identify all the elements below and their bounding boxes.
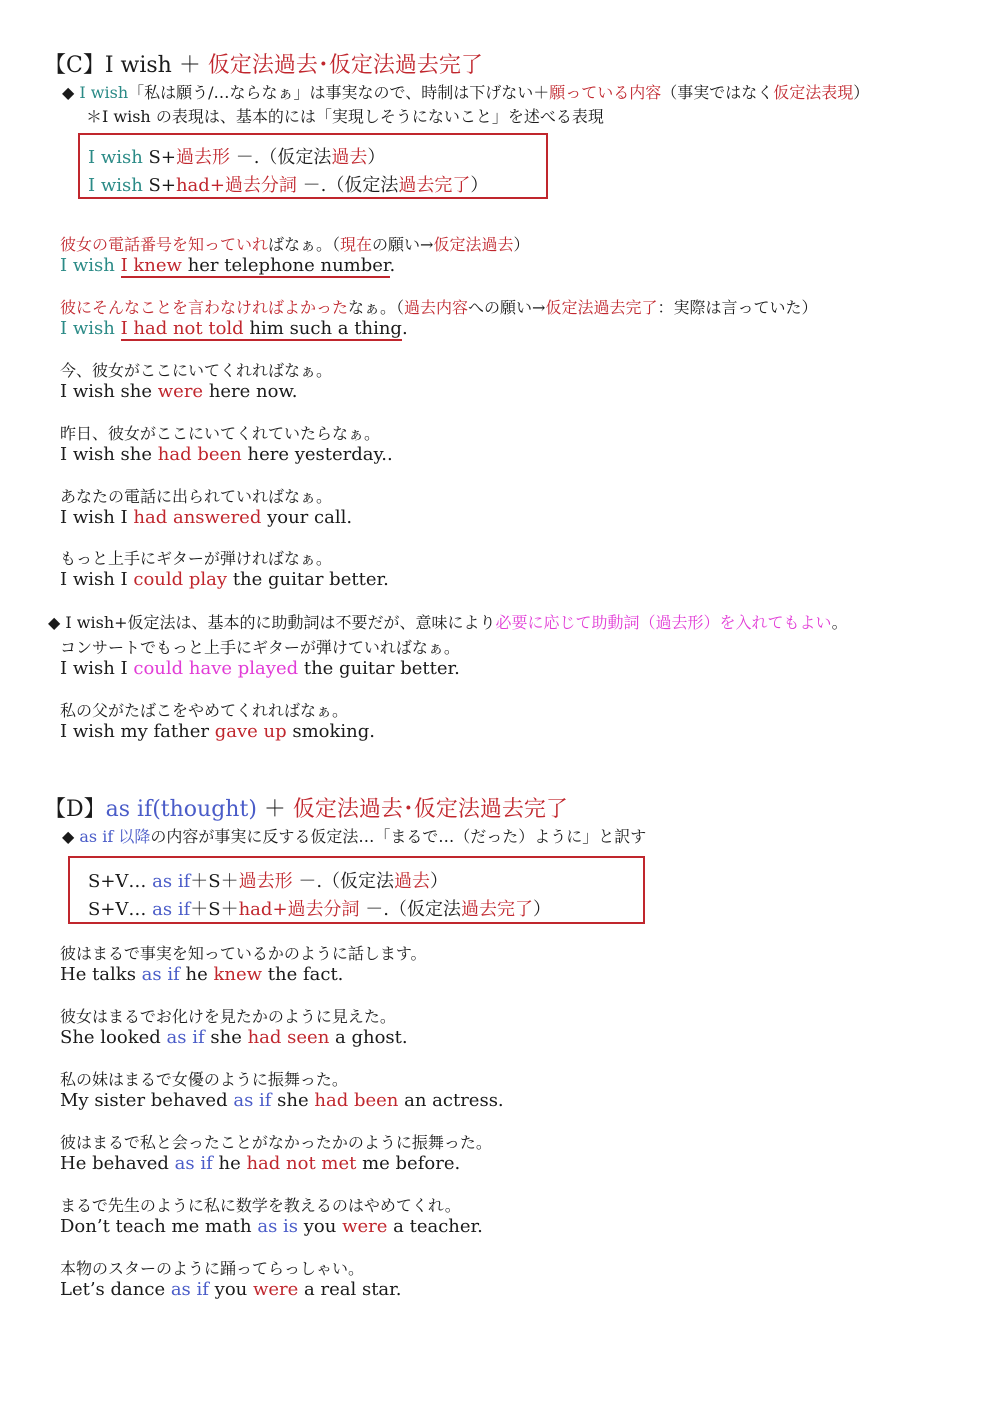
en-text: Don’t teach me math bbox=[60, 1216, 258, 1237]
formula-highlight: 過去 bbox=[394, 871, 431, 892]
example-d4-jp: 彼はまるで私と会ったことがなかったかのように振舞った。 bbox=[60, 1133, 492, 1152]
en-text: he bbox=[179, 964, 214, 985]
title-red: 仮定法過去･仮定法過去完了 bbox=[292, 797, 568, 822]
en-text: him such a thing bbox=[243, 318, 402, 339]
jp-highlight: 仮定法過去 bbox=[433, 235, 514, 254]
title-blue: as if(thought) bbox=[105, 797, 257, 822]
section-c-bullet-2 bbox=[48, 610, 848, 633]
example-c6-jp: もっと上手にギターが弾ければなぁ。 bbox=[60, 549, 332, 568]
formula-text: －.（仮定法 bbox=[359, 899, 461, 920]
formula-line-2 bbox=[88, 171, 546, 197]
formula-text: －.（仮定法 bbox=[229, 147, 332, 168]
bullet-mark: ◆ bbox=[48, 613, 66, 632]
en-highlight: I had not told bbox=[120, 318, 244, 339]
bullet-text: 。 bbox=[831, 613, 848, 632]
example-d3-en bbox=[60, 1090, 504, 1111]
formula-keyword: as if bbox=[152, 899, 191, 920]
formula-text: S+V… bbox=[88, 899, 153, 920]
en-text: the guitar better. bbox=[298, 658, 460, 679]
en-text: me before. bbox=[356, 1153, 461, 1174]
en-text: an actress. bbox=[398, 1090, 504, 1111]
jp-text: ） bbox=[513, 235, 530, 254]
example-c2-en bbox=[60, 318, 408, 339]
en-keyword: as is bbox=[257, 1216, 299, 1237]
formula-text: S+V… bbox=[88, 871, 153, 892]
en-text: He behaved bbox=[60, 1153, 175, 1174]
en-highlight: could have played bbox=[133, 658, 299, 679]
example-c7-jp: コンサートでもっと上手にギターが弾けていればなぁ。 bbox=[60, 638, 460, 657]
example-d3-jp: 私の妹はまるで女優のように振舞った。 bbox=[60, 1070, 348, 1089]
formula-text: －.（仮定法 bbox=[292, 871, 395, 892]
en-text: I wish I bbox=[60, 507, 134, 528]
example-c5-en bbox=[60, 507, 352, 528]
formula-highlight: 過去完了 bbox=[460, 899, 533, 920]
example-d2-jp: 彼女はまるでお化けを見たかのように見えた。 bbox=[60, 1007, 396, 1026]
en-text: I wish she bbox=[60, 444, 158, 465]
jp-text: ばなぁ。（ bbox=[268, 235, 341, 254]
jp-text: への願い→ bbox=[468, 298, 546, 317]
formula-text: ） bbox=[470, 175, 489, 196]
example-c4-en bbox=[60, 444, 393, 465]
jp-highlight: 現在 bbox=[340, 235, 373, 254]
example-d6-en bbox=[60, 1279, 402, 1300]
formula-box-d bbox=[68, 856, 645, 924]
en-text: She looked bbox=[60, 1027, 167, 1048]
en-text: your call. bbox=[261, 507, 353, 528]
example-c1-jp bbox=[60, 232, 530, 255]
en-text: My sister behaved bbox=[60, 1090, 234, 1111]
formula-text: ） bbox=[532, 899, 551, 920]
bullet-mark: ◆ bbox=[62, 83, 80, 102]
en-text: the guitar better. bbox=[227, 569, 389, 590]
en-text: a teacher. bbox=[387, 1216, 483, 1237]
formula-box-c bbox=[78, 133, 548, 199]
example-d5-en bbox=[60, 1216, 483, 1237]
en-text: smoking. bbox=[286, 721, 376, 742]
formula-text: S+ bbox=[142, 147, 176, 168]
jp-text: の願い→ bbox=[372, 235, 434, 254]
en-highlight: had not met bbox=[246, 1153, 357, 1174]
bullet-text: 「私は願う/…ならなぁ」は事実なので、時制は下げない＋ bbox=[128, 83, 550, 102]
en-text: here now. bbox=[203, 381, 298, 402]
example-d6-jp: 本物のスターのように踊ってらっしゃい。 bbox=[60, 1259, 365, 1278]
en-text: the fact. bbox=[262, 964, 344, 985]
en-text: you bbox=[208, 1279, 253, 1300]
en-highlight: I knew bbox=[120, 255, 182, 276]
bullet-text: I wish+仮定法は、基本的に助動詞は不要だが、意味により bbox=[65, 613, 496, 632]
formula-keyword: I wish bbox=[88, 147, 143, 168]
formula-highlight: had+過去分詞 bbox=[238, 899, 360, 920]
example-c4-jp: 昨日、彼女がここにいてくれていたらなぁ。 bbox=[60, 424, 381, 443]
underlined-phrase bbox=[121, 318, 402, 341]
example-d2-en bbox=[60, 1027, 408, 1048]
title-red: 仮定法過去･仮定法過去完了 bbox=[207, 53, 483, 78]
formula-highlight: 過去完了 bbox=[398, 175, 471, 196]
example-c1-en bbox=[60, 255, 395, 276]
en-text: she bbox=[271, 1090, 315, 1111]
jp-highlight: 彼にそんなことを言わなければよかった bbox=[60, 298, 349, 317]
formula-text: ＋S＋ bbox=[190, 899, 239, 920]
en-highlight: could play bbox=[133, 569, 228, 590]
formula-line-1 bbox=[88, 143, 546, 169]
jp-highlight: 過去内容 bbox=[404, 298, 469, 317]
formula-highlight: 過去形 bbox=[175, 147, 230, 168]
en-text: she bbox=[204, 1027, 248, 1048]
en-text: . bbox=[401, 318, 408, 339]
example-c7-en bbox=[60, 658, 460, 679]
example-c8-jp: 私の父がたばこをやめてくれればなぁ。 bbox=[60, 701, 349, 720]
bullet-highlight: 必要に応じて助動詞（過去形）を入れてもよい bbox=[495, 613, 832, 632]
en-text: he bbox=[212, 1153, 247, 1174]
example-d1-en bbox=[60, 964, 343, 985]
jp-highlight: 彼女の電話番号を知っていれ bbox=[60, 235, 269, 254]
en-text: I wish my father bbox=[60, 721, 215, 742]
example-c3-jp: 今、彼女がここにいてくれればなぁ。 bbox=[60, 361, 333, 380]
en-highlight: knew bbox=[213, 964, 263, 985]
bullet-highlight: 仮定法表現 bbox=[773, 83, 854, 102]
bullet-text: の内容が事実に反する仮定法…「まるで…（だった）ように」と訳す bbox=[150, 827, 647, 846]
en-keyword: as if bbox=[166, 1027, 205, 1048]
en-text: . bbox=[389, 255, 396, 276]
en-highlight: were bbox=[342, 1216, 388, 1237]
en-text: you bbox=[298, 1216, 343, 1237]
en-highlight: had answered bbox=[133, 507, 262, 528]
bullet-highlight: 願っている内容 bbox=[549, 83, 662, 102]
en-text: here yesterday.. bbox=[241, 444, 393, 465]
example-c8-en bbox=[60, 721, 375, 742]
en-text: Let’s dance bbox=[60, 1279, 171, 1300]
title-mid: ＋ bbox=[256, 797, 293, 822]
section-c-bullet-1 bbox=[62, 80, 869, 103]
formula-line-1 bbox=[88, 867, 643, 893]
en-highlight: had been bbox=[314, 1090, 399, 1111]
en-keyword: as if bbox=[141, 964, 180, 985]
en-text: He talks bbox=[60, 964, 142, 985]
formula-text: S+ bbox=[142, 175, 176, 196]
en-text: I wish she bbox=[60, 381, 158, 402]
example-c3-en bbox=[60, 381, 297, 402]
en-keyword: as if bbox=[233, 1090, 272, 1111]
section-c-title bbox=[44, 48, 483, 79]
formula-text: ） bbox=[430, 871, 449, 892]
title-prefix: 【C】I wish ＋ bbox=[44, 53, 208, 78]
example-c5-jp: あなたの電話に出られていればなぁ。 bbox=[60, 487, 333, 506]
en-highlight: had seen bbox=[247, 1027, 330, 1048]
formula-line-2 bbox=[88, 895, 643, 921]
example-c2-jp bbox=[60, 295, 818, 318]
en-highlight: had been bbox=[157, 444, 242, 465]
en-text: a real star. bbox=[298, 1279, 402, 1300]
example-c6-en bbox=[60, 569, 389, 590]
title-prefix: 【D】 bbox=[44, 797, 106, 822]
en-text: I wish I bbox=[60, 569, 134, 590]
en-highlight: were bbox=[157, 381, 204, 402]
en-highlight: were bbox=[252, 1279, 299, 1300]
en-text: a ghost. bbox=[329, 1027, 408, 1048]
bullet-keyword: I wish bbox=[79, 83, 129, 102]
en-text: I wish I bbox=[60, 658, 134, 679]
formula-text: ） bbox=[367, 147, 386, 168]
en-keyword: I wish bbox=[60, 255, 115, 276]
jp-text: なぁ。（ bbox=[348, 298, 405, 317]
bullet-text: ） bbox=[853, 83, 870, 102]
formula-highlight: 過去形 bbox=[238, 871, 293, 892]
underlined-phrase bbox=[121, 255, 390, 278]
bullet-keyword: as if 以降 bbox=[79, 827, 151, 846]
formula-keyword: as if bbox=[152, 871, 191, 892]
jp-text: ：実際は言っていた） bbox=[657, 298, 818, 317]
example-d4-en bbox=[60, 1153, 460, 1174]
section-d-title bbox=[44, 792, 568, 823]
en-keyword: as if bbox=[174, 1153, 213, 1174]
en-text: her telephone number bbox=[181, 255, 390, 276]
bullet-text: （事実ではなく bbox=[661, 83, 774, 102]
formula-highlight: 過去 bbox=[331, 147, 368, 168]
section-d-bullet bbox=[62, 824, 646, 847]
formula-text: ＋S＋ bbox=[190, 871, 239, 892]
en-keyword: as if bbox=[170, 1279, 209, 1300]
jp-highlight: 仮定法過去完了 bbox=[545, 298, 658, 317]
en-highlight: gave up bbox=[214, 721, 287, 742]
formula-keyword: I wish bbox=[88, 175, 143, 196]
bullet-mark: ◆ bbox=[62, 827, 80, 846]
example-d1-jp: 彼はまるで事実を知っているかのように話します。 bbox=[60, 944, 427, 963]
formula-highlight: had+過去分詞 bbox=[175, 175, 297, 196]
section-c-note: ＊I wish の表現は、基本的には「実現しそうにないこと」を述べる表現 bbox=[86, 107, 604, 126]
example-d5-jp: まるで先生のように私に数学を教えるのはやめてくれ。 bbox=[60, 1196, 461, 1215]
en-keyword: I wish bbox=[60, 318, 115, 339]
formula-text: －.（仮定法 bbox=[296, 175, 399, 196]
